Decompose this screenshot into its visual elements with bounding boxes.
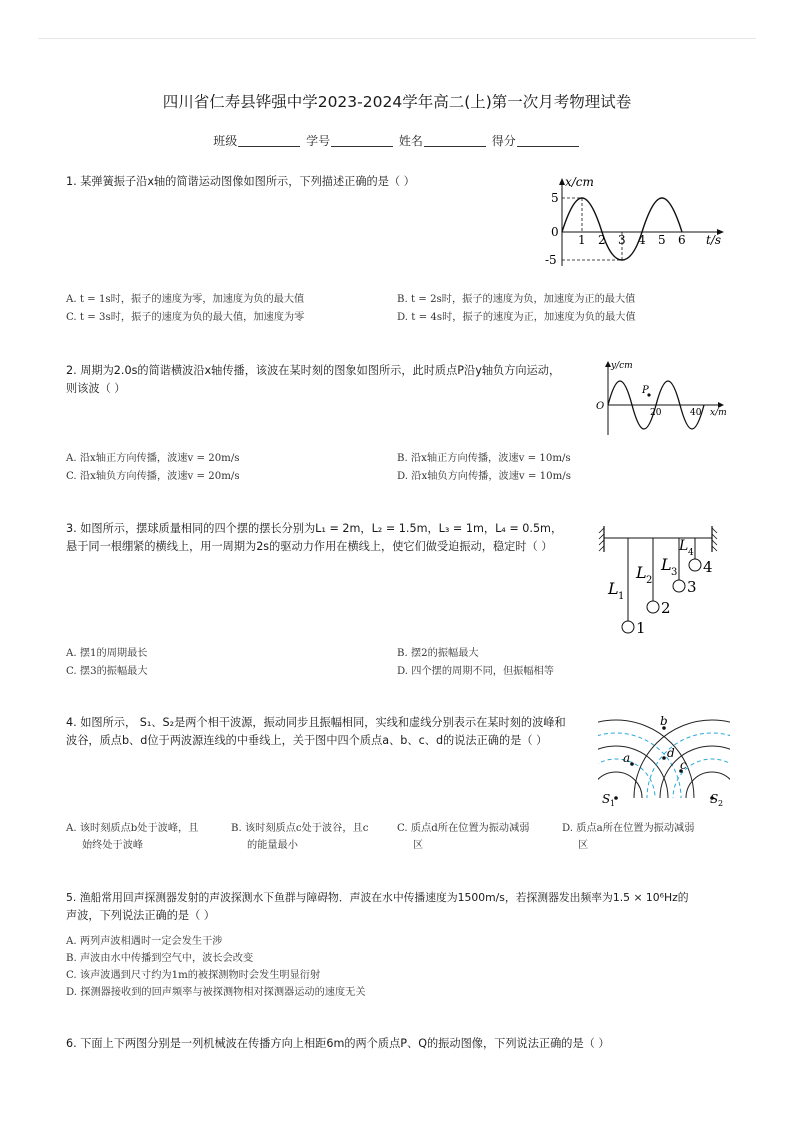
q1-y-zero: 0 [551,225,559,239]
name-blank[interactable] [424,135,486,147]
q4-option-b[interactable] [231,820,391,854]
q2-xlabel: x/m [710,408,727,418]
q3-num-4: 4 [703,558,713,576]
q1-sine-curve [562,198,682,260]
q2-option-a[interactable]: A. 沿x轴正方向传播，波速v = 20m/s [66,453,240,464]
q3-L2: L [636,563,647,582]
q3-stem-line2: 悬于同一根绷紧的横线上，用一周期为2s的驱动力作用在横线上，使它们做受迫振动，稳定时（ ） [66,540,553,553]
q3-option-b[interactable]: B. 摆2的振幅最大 [397,648,479,659]
q5-option-d[interactable]: D. 探测器接收到的回声频率与被探测物相对探测器运动的速度无关 [66,987,366,998]
q3-figure [598,522,722,638]
class-blank[interactable] [238,135,300,147]
q3-right-hatch [712,528,717,551]
id-label: 学号 [306,134,331,148]
q3-L2-sub: 2 [646,575,653,586]
q3-L4-sub: 4 [688,548,694,558]
q1-ylabel: x/cm [565,175,594,189]
q1-option-c[interactable]: C. t = 3s时，振子的速度为负的最大值，加速度为零 [66,312,305,323]
q3-L3-sub: 3 [671,567,678,578]
q5-option-b[interactable]: B. 声波由水中传播到空气中，波长会改变 [66,953,254,964]
q1-tick-2: 2 [598,233,606,247]
q4-option-c[interactable] [397,820,557,854]
q4-label-c: c [680,758,687,772]
q4-option-b-line1: B. 该时刻质点c处于波谷，且c [231,823,369,834]
q4-label-a: a [623,751,631,765]
q4-figure [598,712,730,808]
q3-num-1: 1 [636,619,646,637]
q2-figure [594,357,730,437]
q4-label-b: b [660,714,668,728]
q1-tick-5: 5 [658,233,666,247]
q5-option-a[interactable]: A. 两列声波相遇时一定会发生干涉 [66,936,223,947]
q4-option-a-line1: A. 该时刻质点b处于波峰，且 [66,823,199,834]
q4-option-d-line2: 区 [578,840,589,851]
q3-stem-line1: 3. 如图所示，摆球质量相同的四个摆的摆长分别为L₁ = 2m，L₂ = 1.5m，L₃ = 1m，L₄ = 0.5m， [66,522,563,535]
q4-option-a-line2: 始终处于波峰 [82,840,144,851]
q4-point-d [662,756,666,760]
q2-p-label: P [642,385,649,396]
q3-pendulum2-bob [647,601,659,613]
q3-pendulum1-bob [622,621,634,633]
q5-option-c[interactable]: C. 该声波遇到尺寸约为1m的被探测物时会发生明显衍射 [66,970,321,981]
q3-num-3: 3 [687,578,697,596]
q1-tick-1: 1 [578,233,586,247]
q4-option-d-line1: D. 质点a所在位置为振动减弱 [562,823,695,834]
q1-option-a[interactable]: A. t = 1s时，振子的速度为零，加速度为负的最大值 [66,294,305,305]
q1-y-pos: 5 [551,191,559,205]
q3-option-a[interactable]: A. 摆1的周期最长 [66,648,148,659]
student-info-line [0,132,794,149]
q4-label-s2: S [710,792,719,806]
score-label: 得分 [491,134,516,148]
q4-s2-crest-1 [686,772,730,808]
class-label: 班级 [213,134,238,148]
q1-figure [536,172,730,276]
q2-option-d[interactable]: D. 沿x轴负方向传播，波速v = 10m/s [397,471,571,482]
q1-xlabel: t/s [706,233,722,247]
q4-option-b-line2: 的能量最小 [247,840,298,851]
q3-left-hatch [599,528,604,551]
q2-ylabel: y/cm [611,361,633,371]
q4-stem-line2: 波谷，质点b、d位于两波源连线的中垂线上，关于图中四个质点a、b、c、d的说法正确的是（ ） [66,734,548,747]
q1-tick-3: 3 [618,233,626,247]
q3-L3: L [661,555,672,574]
q4-label-d: d [667,746,675,760]
q4-point-a [630,762,634,766]
q2-option-c[interactable]: C. 沿x轴负方向传播，波速v = 20m/s [66,471,240,482]
q3-pendulum4-bob [689,559,701,571]
q1-stem: 1. 某弹簧振子沿x轴的简谐运动图像如图所示，下列描述正确的是（ ） [66,175,415,188]
score-blank[interactable] [517,135,579,147]
q1-y-neg: -5 [545,253,557,267]
q1-option-d[interactable]: D. t = 4s时，振子的速度为正，加速度为负的最大值 [397,312,636,323]
id-blank[interactable] [331,135,393,147]
q6-stem: 6. 下面上下两图分别是一列机械波在传播方向上相距6m的两个质点P、Q的振动图像，下列说法正确的是（ ） [66,1037,610,1050]
q3-num-2: 2 [661,599,671,617]
top-rule [38,38,756,39]
q4-option-d[interactable] [562,820,722,854]
q3-option-c[interactable]: C. 摆3的振幅最大 [66,666,148,677]
q5-stem-line2: 声波，下列说法正确的是（ ） [66,909,215,922]
q4-label-s1: S [602,792,611,806]
q4-option-c-line1: C. 质点d所在位置为振动减弱 [397,823,530,834]
q2-stem-line2: 则该波（ ） [66,382,126,395]
q1-tick-4: 4 [638,233,646,247]
q3-pendulum3-bob [673,580,685,592]
q2-stem-line1: 2. 周期为2.0s的简谐横波沿x轴传播，该波在某时刻的图象如图所示，此时质点P沿y轴负方向运动， [66,364,561,377]
q2-option-b[interactable]: B. 沿x轴正方向传播，波速v = 10m/s [397,453,571,464]
page-title: 四川省仁寿县铧强中学2023-2024学年高二(上)第一次月考物理试卷 [162,93,632,111]
q2-origin: O [596,401,605,412]
q4-label-s1-sub: 1 [610,799,616,808]
q2-tick-40: 40 [690,408,702,418]
q4-option-a[interactable] [66,820,226,854]
q5-stem-line1: 5. 渔船常用回声探测器发射的声波探测水下鱼群与障碍物．声波在水中传播速度为1500m/s，若探测器发出频率为1.5 × 10⁶Hz的 [66,891,689,904]
q2-tick-20: 20 [650,408,662,418]
q1-option-b[interactable]: B. t = 2s时，振子的速度为负，加速度为正的最大值 [397,294,636,305]
q1-tick-6: 6 [678,233,686,247]
q3-option-d[interactable]: D. 四个摆的周期不同，但振幅相等 [397,666,554,677]
q3-L1-sub: 1 [618,591,625,602]
name-label: 姓名 [398,134,423,148]
q4-option-c-line2: 区 [413,840,424,851]
q3-L1: L [608,579,619,598]
q4-stem-line1: 4. 如图所示， S₁、S₂是两个相干波源，振动同步且振幅相同，实线和虚线分别表示在某时刻的波峰和 [66,716,566,729]
q4-label-s2-sub: 2 [718,799,724,808]
q3-L4: L [679,538,689,554]
